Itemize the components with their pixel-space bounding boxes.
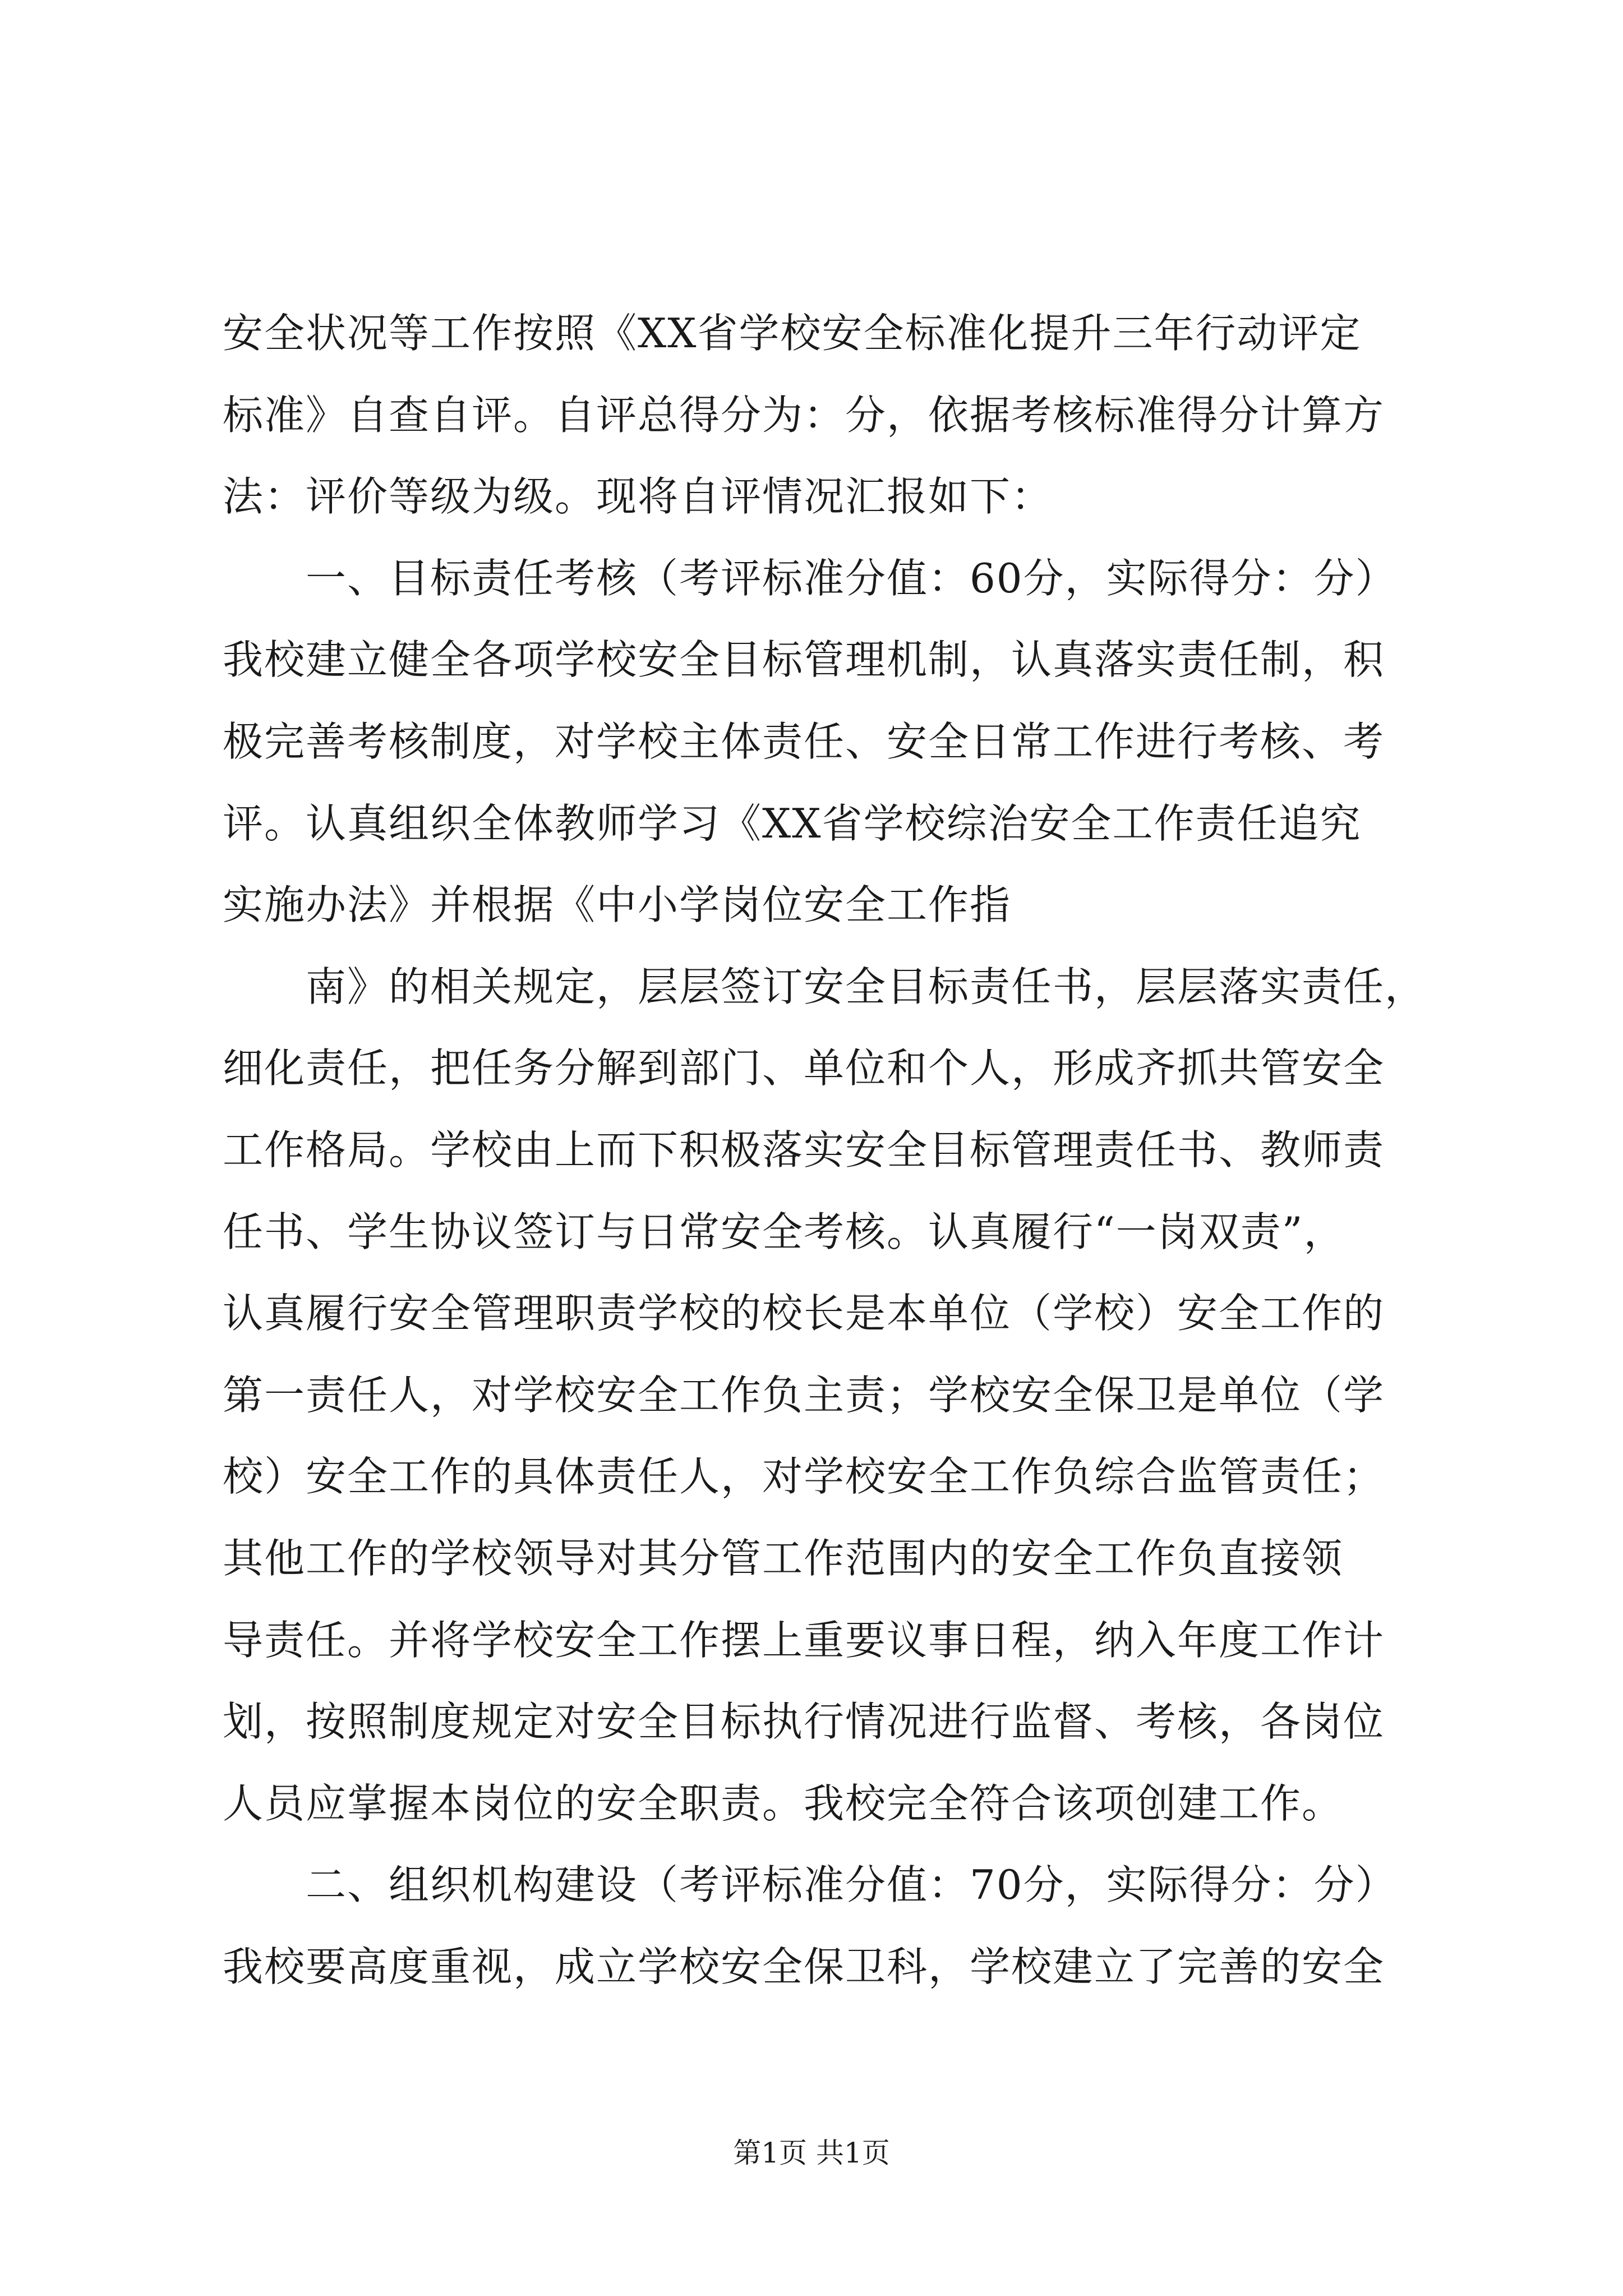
text-line: 划，按照制度规定对安全目标执行情况进行监督、考核，各岗位: [223, 1698, 1385, 1746]
text-line: 我校建立健全各项学校安全目标管理机制，认真落实责任制，积: [223, 636, 1385, 684]
text-line: 认真履行安全管理职责学校的校长是本单位（学校）安全工作的: [223, 1290, 1385, 1337]
text-line: 南》的相关规定，层层签订安全目标责任书，层层落实责任，: [306, 963, 1427, 1010]
text-line: 标准》自查自评。自评总得分为：分，依据考核标准得分计算方: [223, 391, 1385, 439]
text-line: 工作格局。学校由上而下积极落实安全目标管理责任书、教师责: [223, 1126, 1385, 1174]
text-line: 导责任。并将学校安全工作摆上重要议事日程，纳入年度工作计: [223, 1616, 1385, 1664]
text-line: 细化责任，把任务分解到部门、单位和个人，形成齐抓共管安全: [223, 1045, 1385, 1092]
text-line: 评。认真组织全体教师学习《XX省学校综治安全工作责任追究: [223, 799, 1362, 847]
text-line: 安全状况等工作按照《XX省学校安全标准化提升三年行动评定: [223, 310, 1362, 357]
text-line: 我校要高度重视，成立学校安全保卫科，学校建立了完善的安全: [223, 1943, 1385, 1990]
text-line: 其他工作的学校领导对其分管工作范围内的安全工作负直接领: [223, 1534, 1344, 1582]
text-line: 实施办法》并根据《中小学岗位安全工作指: [223, 881, 1012, 929]
text-line: 第一责任人，对学校安全工作负主责；学校安全保卫是单位（学: [223, 1371, 1385, 1419]
text-line: 任书、学生协议签订与日常安全考核。认真履行“一岗双责”，: [223, 1208, 1345, 1255]
page-footer: 第1页 共1页: [733, 2137, 890, 2169]
text-line: 一、目标责任考核（考评标准分值：60分，实际得分：分）: [306, 554, 1397, 602]
text-line: 人员应掌握本岗位的安全职责。我校完全符合该项创建工作。: [223, 1779, 1344, 1827]
text-line: 校）安全工作的具体责任人，对学校安全工作负综合监管责任；: [223, 1453, 1385, 1501]
document-body: [223, 293, 1434, 2008]
text-line: 法：评价等级为级。现将自评情况汇报如下：: [223, 473, 1053, 521]
text-line: 极完善考核制度，对学校主体责任、安全日常工作进行考核、考: [223, 717, 1385, 765]
text-line: 二、组织机构建设（考评标准分值：70分，实际得分：分）: [306, 1861, 1397, 1909]
